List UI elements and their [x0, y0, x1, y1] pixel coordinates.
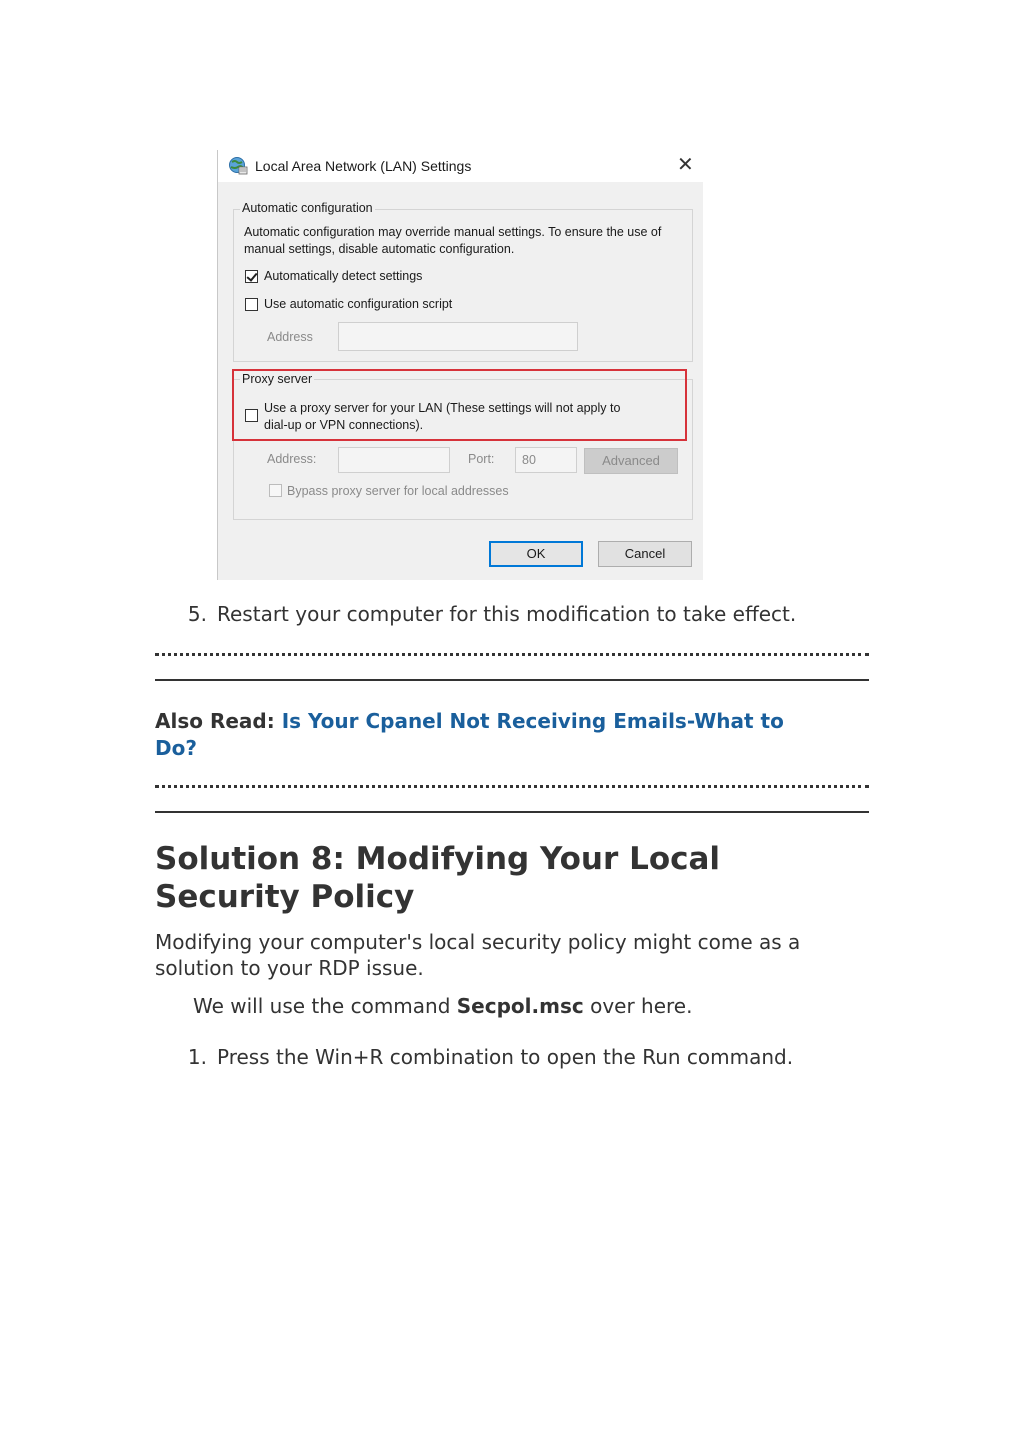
- close-icon[interactable]: ✕: [677, 154, 694, 176]
- section-heading-line1: Solution 8: Modifying Your Local: [155, 841, 721, 877]
- cancel-button[interactable]: Cancel: [598, 541, 692, 567]
- dotted-divider: [155, 653, 869, 656]
- lan-settings-dialog: [217, 150, 703, 580]
- section-heading-line2: Security Policy: [155, 879, 415, 915]
- also-read-link-line1[interactable]: Is Your Cpanel Not Receiving Emails-What to: [281, 709, 784, 733]
- solid-divider: [155, 679, 869, 681]
- proxy-port-label: Port:: [468, 452, 495, 466]
- bypass-local-label[interactable]: Bypass proxy server for local addresses: [287, 484, 509, 498]
- dialog-title: Local Area Network (LAN) Settings: [255, 158, 472, 174]
- step-1-text: Press the Win+R combination to open the Run command.: [217, 1045, 794, 1069]
- step-5-number: 5.: [187, 602, 207, 626]
- auto-config-description: Automatic configuration may override manual settings. To ensure the use of manual settings, disable automatic configuration.: [244, 225, 662, 256]
- use-proxy-label-line2[interactable]: dial-up or VPN connections).: [264, 418, 424, 432]
- section-heading: [155, 840, 869, 916]
- solid-divider: [155, 811, 869, 813]
- network-globe-icon: [228, 156, 248, 176]
- bypass-local-checkbox[interactable]: [269, 484, 282, 497]
- auto-detect-label[interactable]: Automatically detect settings: [264, 269, 423, 283]
- proxy-address-label: Address:: [267, 452, 317, 466]
- command-before: We will use the command: [193, 994, 457, 1018]
- dialog-titlebar: [218, 150, 703, 182]
- also-read-link-line2[interactable]: Do?: [155, 736, 197, 760]
- auto-script-label[interactable]: Use automatic configuration script: [264, 297, 453, 311]
- ok-button[interactable]: OK: [489, 541, 583, 567]
- script-address-label: Address: [267, 330, 313, 344]
- command-name: Secpol.msc: [456, 994, 584, 1018]
- proxy-address-input[interactable]: [338, 447, 450, 473]
- intro-paragraph: Modifying your computer's local security policy might come as a solution to your RDP issue.: [155, 930, 801, 980]
- proxy-highlight-box: [232, 369, 687, 441]
- command-sentence: [193, 994, 692, 1018]
- auto-script-checkbox[interactable]: [245, 298, 258, 311]
- step-1: [187, 1045, 794, 1069]
- proxy-port-input[interactable]: 80: [515, 447, 577, 473]
- auto-config-legend: Automatic configuration: [242, 201, 373, 215]
- step-5: [187, 602, 797, 626]
- step-1-number: 1.: [187, 1045, 207, 1069]
- also-read-label: Also Read:: [155, 709, 282, 733]
- dotted-divider: [155, 785, 869, 788]
- step-5-text: Restart your computer for this modification to take effect.: [217, 602, 797, 626]
- also-read-block: [155, 708, 869, 762]
- auto-detect-checkbox[interactable]: [245, 270, 258, 283]
- use-proxy-label-line1[interactable]: Use a proxy server for your LAN (These settings will not apply to: [264, 401, 621, 415]
- advanced-button[interactable]: Advanced: [584, 448, 678, 474]
- proxy-server-legend: Proxy server: [242, 372, 313, 386]
- command-after: over here.: [583, 994, 693, 1018]
- script-address-input[interactable]: [338, 322, 578, 351]
